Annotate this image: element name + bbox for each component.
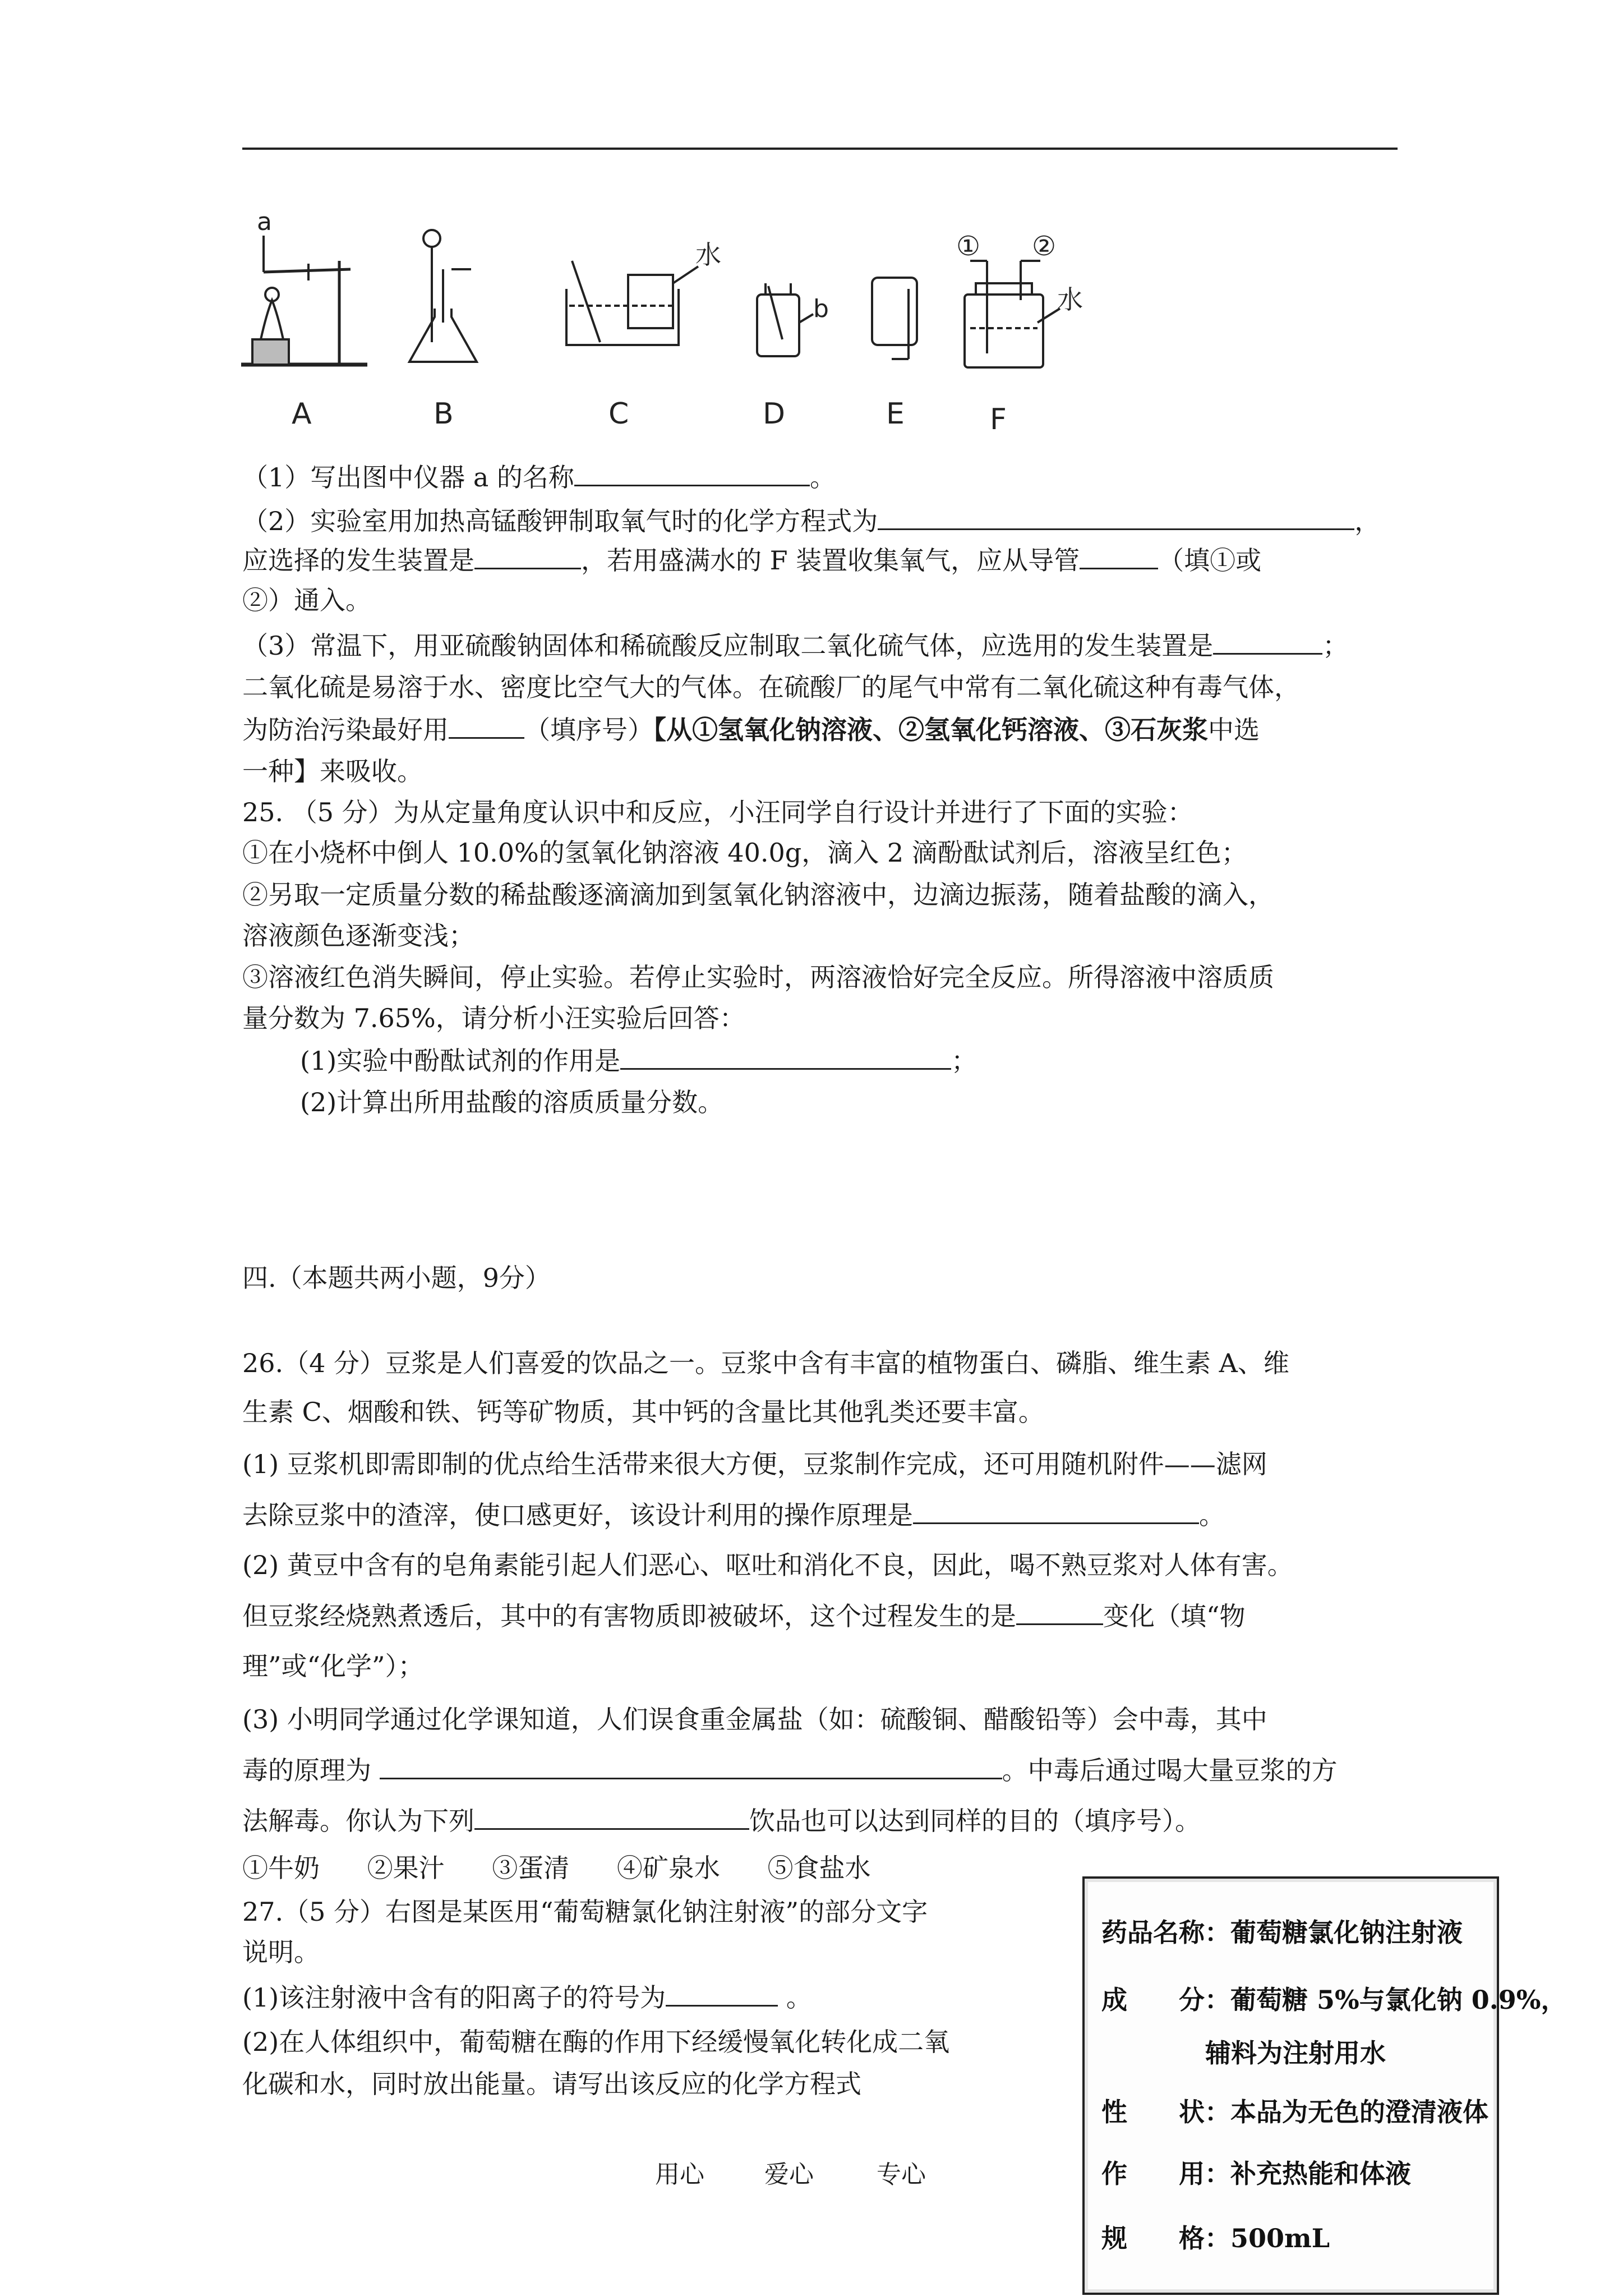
q25-step2b: 溶液颜色逐渐变浅； (242, 921, 474, 951)
drug-label-excipient: 辅料为注射用水 (1205, 2038, 1386, 2068)
q26-line2: 生素 C、烟酸和铁、钙等矿物质，其中钙的含量比其他乳类还要丰富。 (242, 1397, 1044, 1427)
q25-blank-phenolphthalein[interactable] (620, 1043, 951, 1070)
q26-part3a: (3) 小明同学通过化学课知道，人们误食重金属盐（如：硫酸铜、醋酸铅等）会中毒，其中 (242, 1704, 1267, 1734)
q25-step2a: ②另取一定质量分数的稀盐酸逐滴滴加到氢氧化钠溶液中，边滴边振荡，随着盐酸的滴入， (242, 880, 1274, 910)
drug-label-name: 药品名称：葡萄糖氯化钠注射液 (1101, 1917, 1463, 1948)
apparatus-figure (241, 210, 1138, 435)
label-water-f: 水 (1057, 284, 1083, 315)
label-port-1: ① (956, 231, 981, 262)
drug-label-spec: 规 格：500mL (1101, 2223, 1330, 2253)
q25-question1: (1)实验中酚酞试剂的作用是 ； (300, 1043, 977, 1078)
label-water-c: 水 (695, 240, 721, 270)
q24-part3-line3: 为防治污染最好用 （填序号）【从①氢氧化钠溶液、②氢氧化钙溶液、③石灰浆中选 (242, 712, 1260, 747)
q26-option-5: ⑤食盐水 (767, 1853, 871, 1883)
q26-part2a: (2) 黄豆中含有的皂角素能引起人们恶心、呕吐和消化不良，因此，喝不熟豆浆对人体有害。 (242, 1550, 1293, 1580)
q26-blank-drinks[interactable] (474, 1803, 749, 1830)
drug-label-image (1082, 1876, 1567, 2295)
q24-blank-equation[interactable] (878, 504, 1354, 530)
label-A: A (292, 397, 312, 431)
q24-part1: （1）写出图中仪器 a 的名称 。 (242, 460, 836, 494)
q27-part1: (1)该注射液中含有的阳离子的符号为 。 (242, 1980, 812, 2014)
q26-option-2: ②果汁 (367, 1853, 445, 1883)
label-E: E (886, 397, 905, 431)
q27-line1: 27.（5 分）右图是某医用“葡萄糖氯化钠注射液”的部分文字 (242, 1897, 928, 1927)
footer-word-2: 爱心 (764, 2160, 814, 2189)
q26-blank-change[interactable] (1016, 1599, 1103, 1625)
q24-part2-line2: 应选择的发生装置是 ，若用盛满水的 F 装置收集氧气，应从导管 （填①或 (242, 543, 1261, 577)
drug-label-composition: 成 分：葡萄糖 5%与氯化钠 0.9%， (1101, 1985, 1567, 2015)
q27-part2b: 化碳和水，同时放出能量。请写出该反应的化学方程式 (242, 2069, 861, 2099)
label-port-2: ② (1032, 231, 1057, 262)
q24-blank-so2-generator[interactable] (1213, 628, 1322, 655)
q26-line1: 26.（4 分）豆浆是人们喜爱的饮品之一。豆浆中含有丰富的植物蛋白、磷脂、维生素 A、维 (242, 1348, 1289, 1378)
q26-blank-poison-principle[interactable] (380, 1753, 1002, 1779)
label-a: a (257, 210, 272, 236)
q24-blank-a-name[interactable] (574, 460, 810, 486)
q24-part2-line3: ②）通入。 (242, 585, 371, 615)
label-D: D (763, 397, 786, 431)
q24-blank-port[interactable] (1080, 543, 1158, 569)
q24-blank-absorbent[interactable] (449, 712, 524, 739)
q24-blank-generator[interactable] (474, 543, 581, 569)
drug-label-appearance: 性 状：本品为无色的澄清液体 (1101, 2097, 1488, 2127)
apparatus-d (757, 283, 829, 431)
q26-option-3: ③蛋清 (492, 1853, 570, 1883)
label-C: C (608, 397, 629, 431)
q24-part3-line4: 一种】来吸收。 (242, 756, 423, 786)
q26-blank-principle[interactable] (913, 1498, 1199, 1524)
footer-word-3: 专心 (877, 2160, 926, 2189)
q27-part2a: (2)在人体组织中，葡萄糖在酶的作用下经缓慢氧化转化成二氧 (242, 2027, 950, 2057)
q24-part3-line2: 二氧化硫是易溶于水、密度比空气大的气体。在硫酸厂的尾气中常有二氧化硫这种有毒气体， (242, 672, 1300, 702)
header-rule (242, 148, 1398, 150)
q27-blank-cation[interactable] (666, 1980, 778, 2007)
apparatus-f (956, 231, 1083, 435)
q26-part2c: 理”或“化学”）； (242, 1651, 424, 1681)
q26-part3b: 毒的原理为 。中毒后通过喝大量豆浆的方 (242, 1753, 1338, 1787)
q24-part3-line1: （3）常温下，用亚硫酸钠固体和稀硫酸反应制取二氧化硫气体，应选用的发生装置是 ； (242, 628, 1348, 662)
q26-option-1: ①牛奶 (242, 1853, 320, 1883)
q26-part2b: 但豆浆经烧熟煮透后，其中的有害物质即被破坏，这个过程发生的是 变化（填“物 (242, 1599, 1246, 1633)
q26-part3c: 法解毒。你认为下列 饮品也可以达到同样的目的（填序号）。 (242, 1803, 1201, 1838)
apparatus-c (566, 240, 721, 431)
apparatus-a (241, 210, 367, 431)
q24-part2-line1: （2）实验室用加热高锰酸钾制取氧气时的化学方程式为 ， (242, 504, 1380, 538)
q25-step3a: ③溶液红色消失瞬间，停止实验。若停止实验时，两溶液恰好完全反应。所得溶液中溶质质 (242, 962, 1274, 992)
q27-line2: 说明。 (242, 1937, 320, 1967)
apparatus-e (872, 278, 917, 431)
q26-part1a: (1) 豆浆机即需即制的优点给生活带来很大方便，豆浆制作完成，还可用随机附件——滤网 (242, 1449, 1267, 1479)
label-b: b (813, 295, 829, 323)
label-F: F (990, 403, 1007, 435)
label-B: B (434, 397, 454, 431)
q25-step1: ①在小烧杯中倒人 10.0%的氢氧化钠溶液 40.0g，滴入 2 滴酚酞试剂后，溶液呈红色； (242, 838, 1247, 868)
q26-option-4: ④矿泉水 (616, 1853, 720, 1883)
footer-word-1: 用心 (655, 2160, 704, 2189)
drug-label-function: 作 用：补充热能和体液 (1101, 2159, 1411, 2189)
q26-part1b: 去除豆浆中的渣滓，使口感更好，该设计利用的操作原理是 。 (242, 1498, 1225, 1532)
q25-intro: 25. （5 分）为从定量角度认识中和反应，小汪同学自行设计并进行了下面的实验： (242, 797, 1193, 827)
q25-step3b: 量分数为 7.65%，请分析小汪实验后回答： (242, 1003, 745, 1033)
q25-question2: (2)计算出所用盐酸的溶质质量分数。 (300, 1087, 724, 1117)
q26-options (242, 1851, 871, 1885)
apparatus-b (409, 230, 477, 431)
section-4-heading: 四.（本题共两小题，9分） (242, 1263, 551, 1293)
